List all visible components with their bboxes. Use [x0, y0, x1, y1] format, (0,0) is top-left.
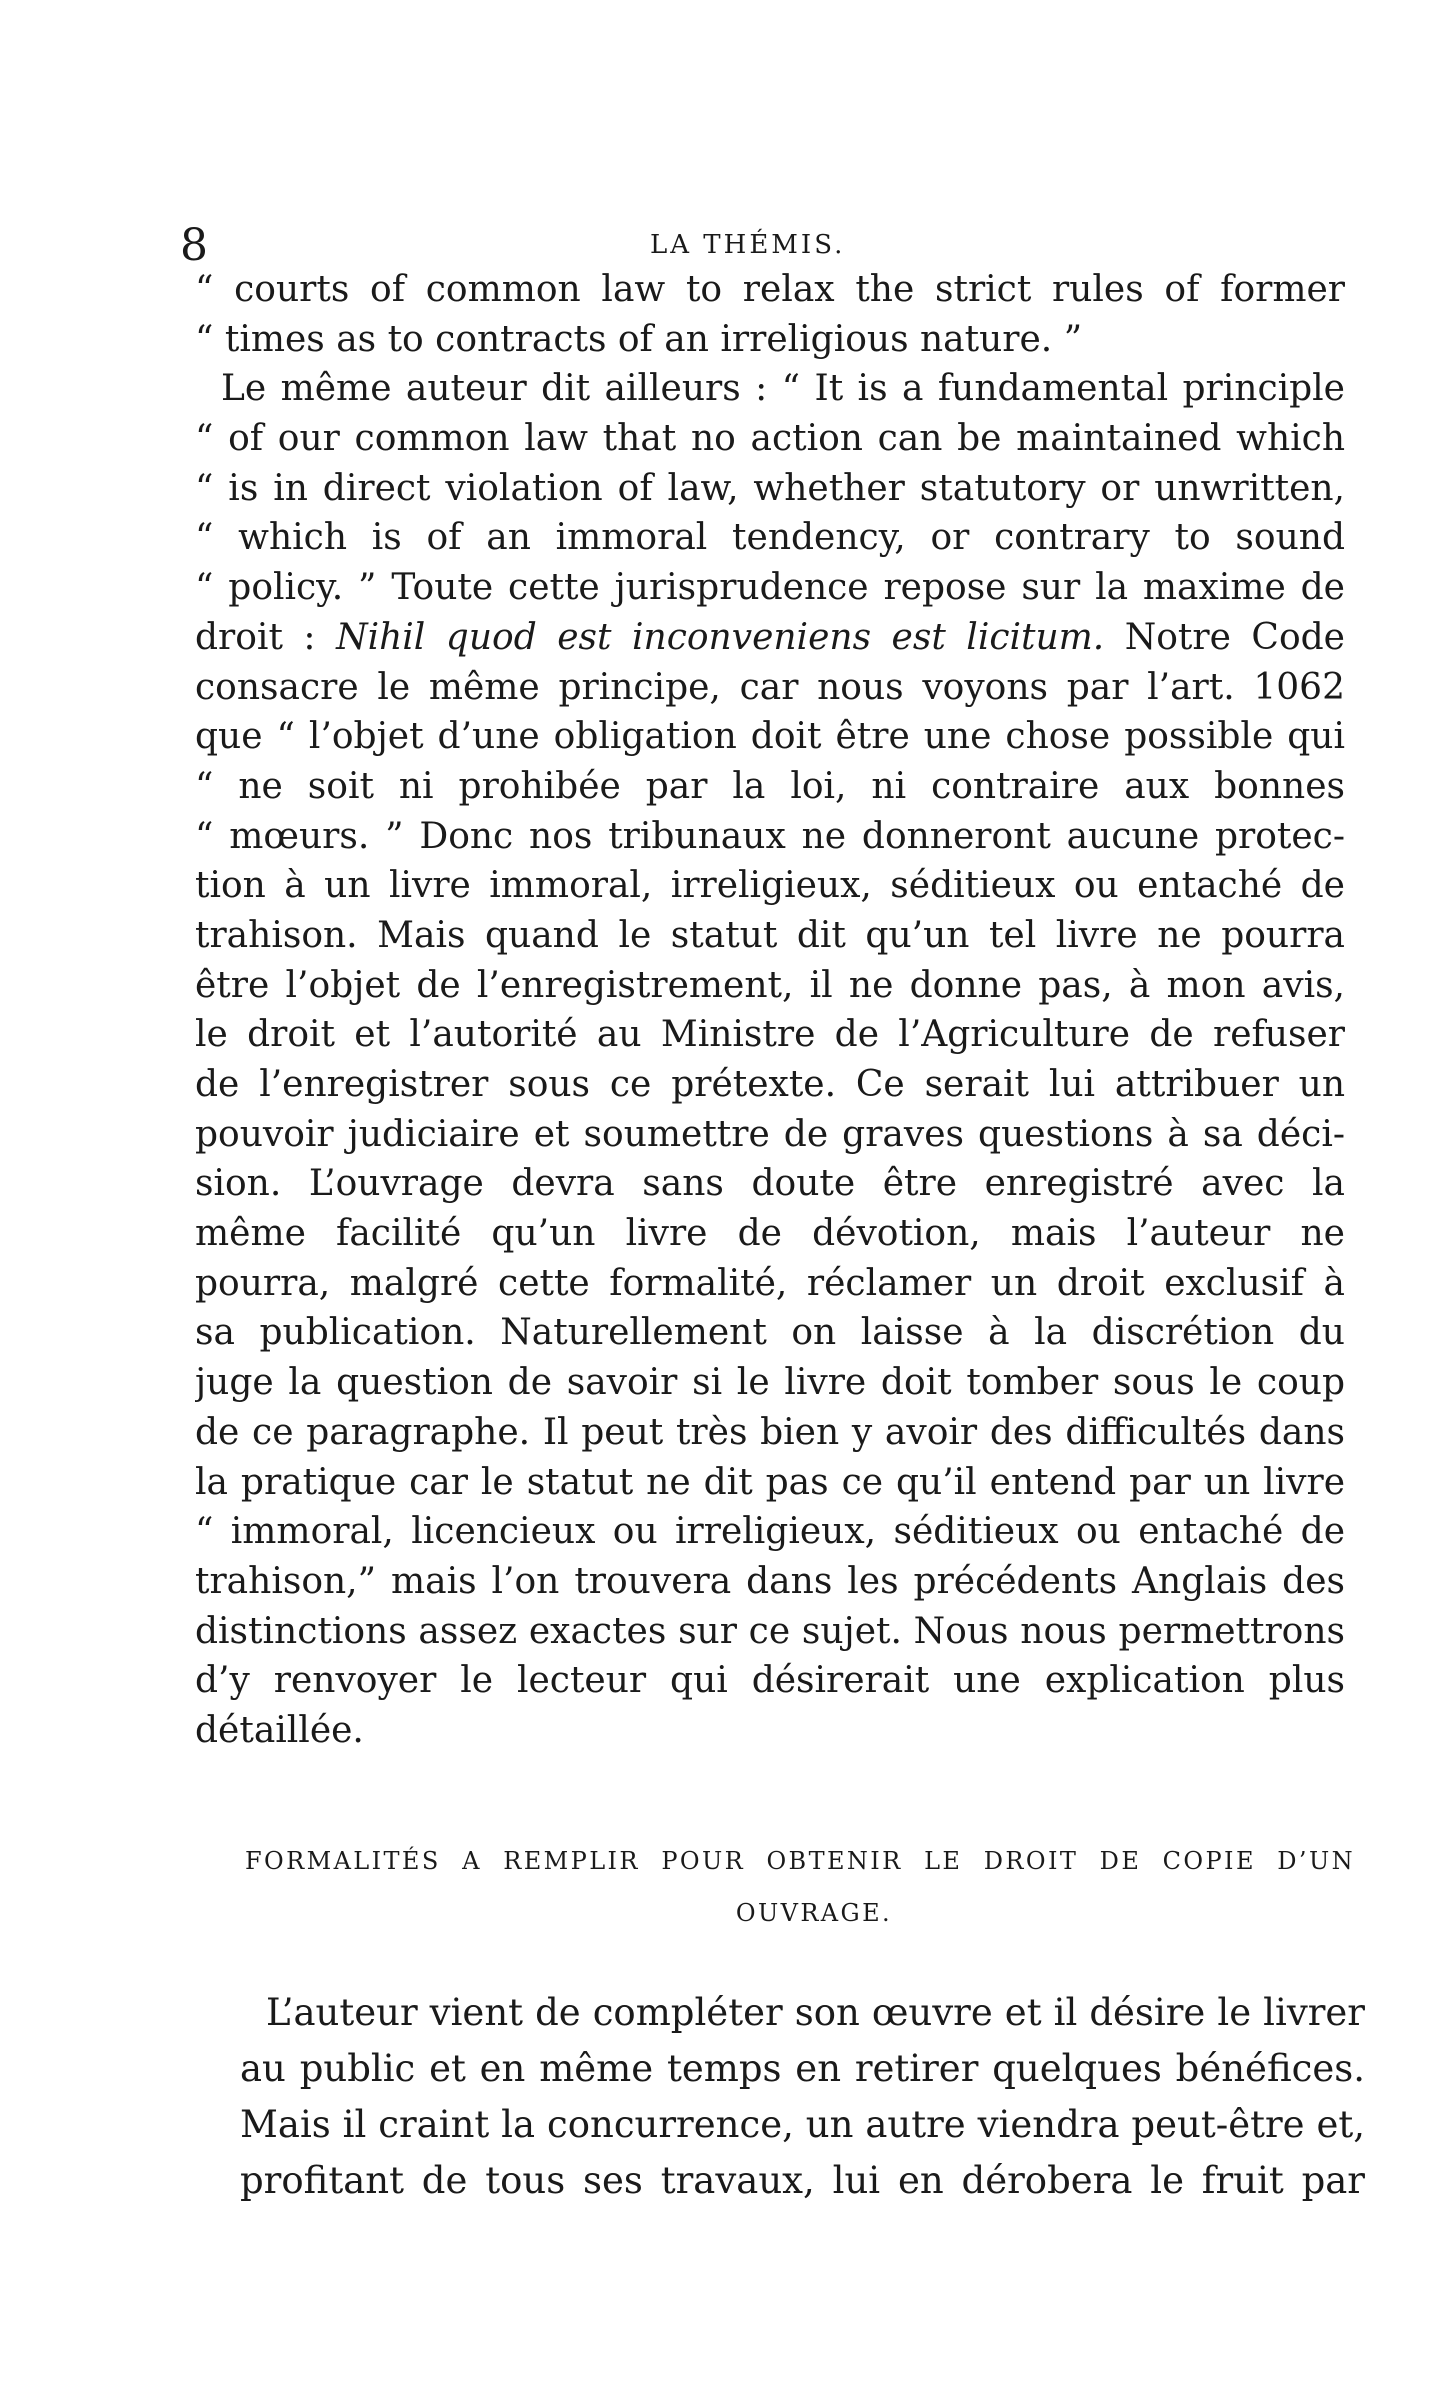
text-line: distinctions assez exactes sur ce sujet. Nous nous permettrons — [195, 1610, 1345, 1652]
text-line: d’y renvoyer le lecteur qui désirerait une explication plus — [195, 1660, 1345, 1702]
text-line: être l’objet de l’enregistrement, il ne donne pas, à mon avis, — [195, 964, 1345, 1006]
text-line-with-maxim — [195, 613, 1345, 663]
text-line: le droit et l’autorité au Ministre de l’Agriculture de refuser — [195, 1014, 1345, 1056]
text-line: trahison. Mais quand le statut dit qu’un tel livre ne pourra — [195, 914, 1345, 956]
text-line: “ ne soit ni prohibée par la loi, ni contraire aux bonnes — [195, 765, 1345, 807]
maxim-suffix: Notre Code — [1124, 616, 1345, 658]
text-line: “ of our common law that no action can be maintained which — [195, 418, 1345, 460]
text-line: la pratique car le statut ne dit pas ce qu’il entend par un livre — [195, 1461, 1345, 1503]
page-number: 8 — [180, 220, 208, 271]
section-heading-line: FORMALITÉS A REMPLIR POUR OBTENIR LE DROIT DE COPIE D’UN — [245, 1847, 1355, 1875]
text-line: pouvoir judiciaire et soumettre de graves questions à sa déci- — [195, 1113, 1345, 1155]
text-line: tion à un livre immoral, irreligieux, séditieux ou entaché de — [195, 865, 1345, 907]
text-line: de l’enregistrer sous ce prétexte. Ce serait lui attribuer un — [195, 1064, 1345, 1105]
text-line: pourra, malgré cette formalité, réclamer un droit exclusif à — [195, 1262, 1345, 1304]
text-line: juge la question de savoir si le livre doit tomber sous le coup — [195, 1362, 1345, 1404]
text-line: “ policy. ” Toute cette jurisprudence repose sur la maxime de — [195, 567, 1345, 609]
text-line: Le même auteur dit ailleurs : “ It is a fundamental principle — [221, 368, 1345, 410]
text-line: profitant de tous ses travaux, lui en dérobera le fruit par — [240, 2159, 1365, 2202]
text-line: de ce paragraphe. Il peut très bien y avoir des difficultés dans — [195, 1411, 1345, 1453]
text-line: “ which is of an immoral tendency, or contrary to sound — [195, 517, 1345, 559]
section-heading-line: OUVRAGE. — [735, 1899, 893, 1927]
maxim-prefix: droit : — [195, 616, 337, 658]
text-line: Mais il craint la concurrence, un autre viendra peut-être et, — [240, 2103, 1365, 2146]
paragraph-2 — [240, 1985, 1365, 2209]
text-line: même facilité qu’un livre de dévotion, mais l’auteur ne — [195, 1213, 1345, 1255]
text-line: sion. L’ouvrage devra sans doute être enregistré avec la — [195, 1163, 1345, 1205]
running-title: LA THÉMIS. — [650, 230, 846, 260]
text-line: L’auteur vient de compléter son œuvre et il désire le livrer — [266, 1991, 1365, 2034]
text-line: détaillée. — [195, 1709, 364, 1751]
text-line: “ mœurs. ” Donc nos tribunaux ne donneront aucune protec- — [195, 815, 1345, 857]
paragraph-1 — [195, 265, 1345, 1756]
text-line: consacre le même principe, car nous voyons par l’art. 1062 — [195, 666, 1345, 708]
section-heading — [245, 1835, 1355, 1939]
text-line: “ times as to contracts of an irreligious nature. ” — [195, 318, 1083, 360]
text-line: “ is in direct violation of law, whether statutory or unwritten, — [195, 467, 1345, 509]
text-line: que “ l’objet d’une obligation doit être une chose possible qui — [195, 716, 1345, 758]
text-line: au public et en même temps en retirer quelques bénéfices. — [240, 2047, 1365, 2090]
text-line: sa publication. Naturellement on laisse à la discrétion du — [195, 1312, 1345, 1354]
latin-maxim: Nihil quod est inconveniens est licitum. — [336, 616, 1105, 658]
text-line: “ courts of common law to relax the strict rules of former — [195, 269, 1345, 310]
text-line: trahison,” mais l’on trouvera dans les précédents Anglais des — [195, 1560, 1345, 1602]
text-line: “ immoral, licencieux ou irreligieux, séditieux ou entaché de — [195, 1511, 1345, 1553]
